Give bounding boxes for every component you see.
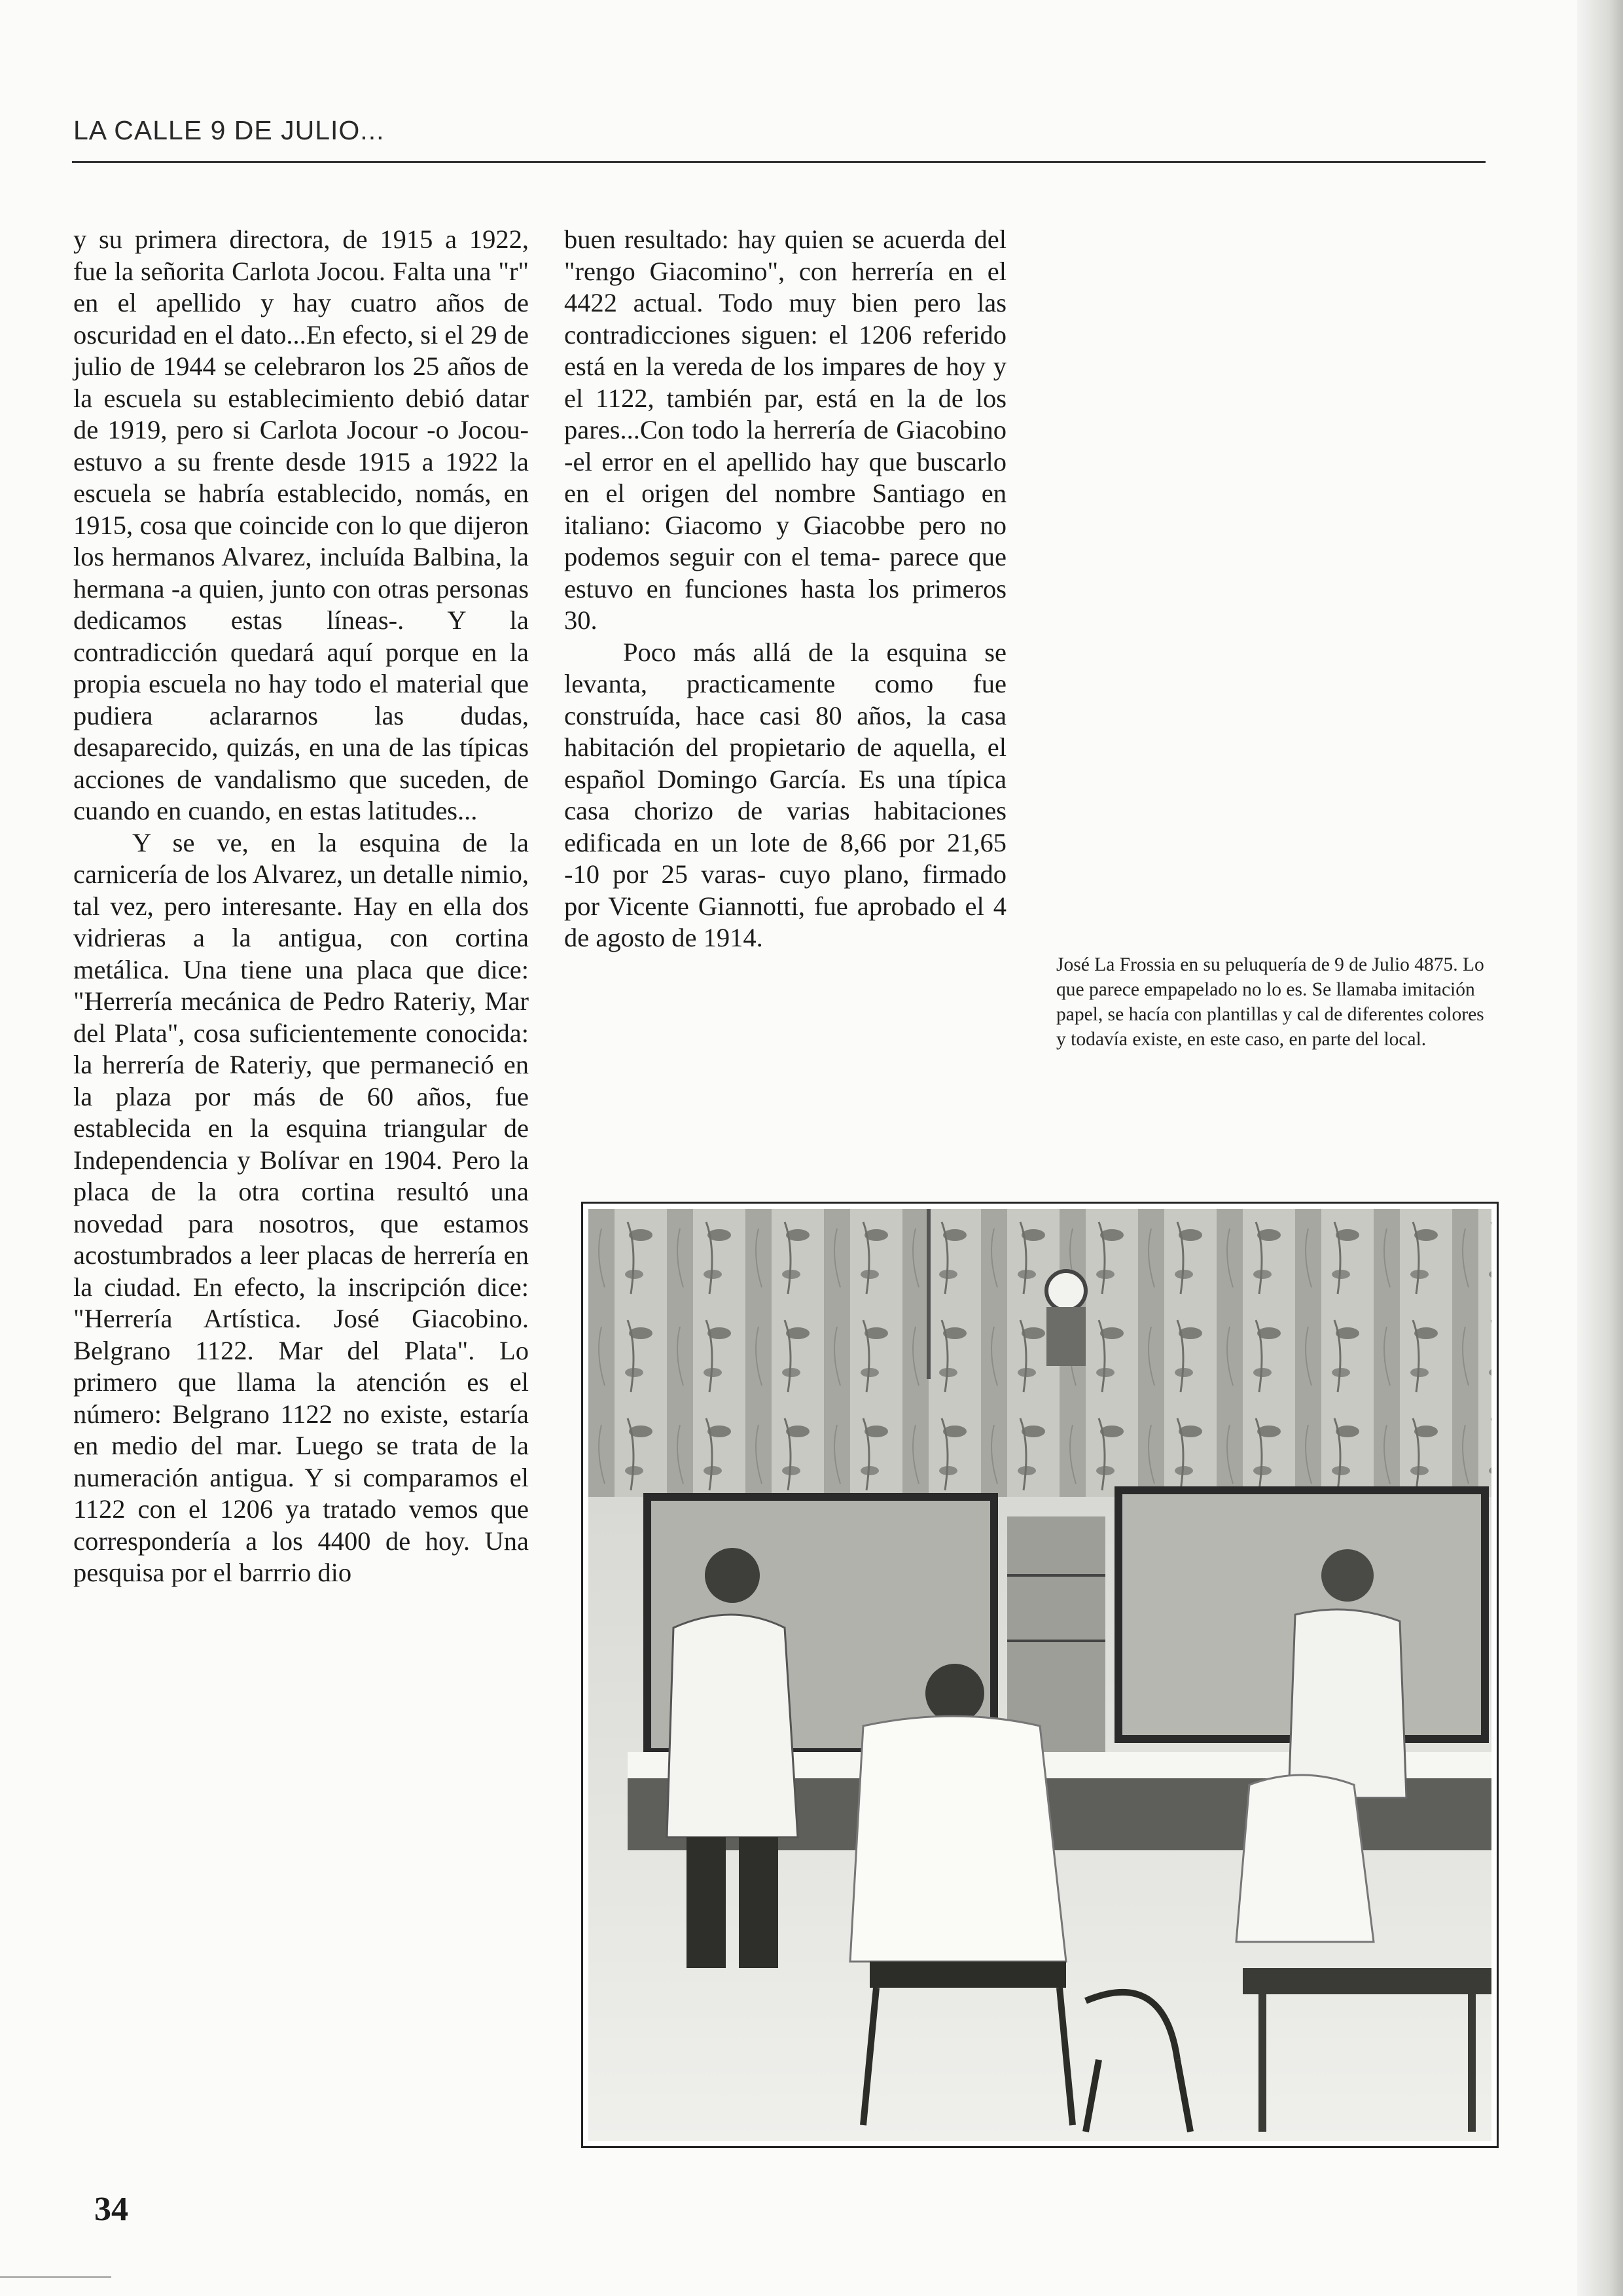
middle-paragraph-1: buen resultado: hay quien se acuerda del "rengo Giacomino", con herrería en el 4422 actual. Todo muy bien pero las contradicciones siguen: el 1206 referido está en la vereda de los impares de hoy y el 1122, también par, está en la de los pares...Con todo la herrería de Giacobino -el error en el apellido hay que buscarlo en el origen del nombre Santiago en italiano: Giacomo y Giacobbe pero no podemos seguir con el tema- parece que estuvo en funciones hasta los primeros 30. (564, 224, 1007, 635)
barbershop-photo-illustration (588, 1209, 1491, 2141)
page-number: 34 (94, 2191, 128, 2228)
left-paragraph-1: y su primera directora, de 1915 a 1922, fue la señorita Carlota Jocou. Falta una "r" en el apellido y hay cuatro años de oscuridad en el dato...En efecto, si el 29 de julio de 1944 se celebraron los 25 años de la escuela su establecimiento debió datar de 1919, pero si Carlota Jocour -o Jocou- estuvo a su frente desde 1915 a 1922 la escuela se habría establecido, nomás, en 1915, cosa que coincide con lo que dijeron los hermanos Alvarez, incluída Balbina, la hermana -a quien, junto con otras personas dedicamos estas líneas-. Y la contradicción quedará aquí porque en la propia escuela no hay todo el material que pudiera aclararnos las dudas, desaparecido, quizás, en una de las típicas acciones de vandalismo que suceden, de cuando en cuando, en estas latitudes... (73, 224, 529, 825)
running-header: LA CALLE 9 DE JULIO... (73, 115, 385, 145)
middle-column (564, 224, 1007, 954)
barbershop-photo (581, 1202, 1499, 2148)
left-paragraph-2: Y se ve, en la esquina de la carnicería de los Alvarez, un detalle nimio, tal vez, pero interesante. Hay en ella dos vidrieras a la antigua, con cortina metálica. Una tiene una placa que dice: "Herrería mecánica de Pedro Rateriy, Mar del Plata", cosa suficientemente conocida: la herrería de Rateriy, que permaneció en la plaza por más de 60 años, fue establecida en la esquina triangular de Independencia y Bolívar en 1904. Pero la placa de la otra cortina resultó una novedad para nosotros, que estamos acostumbrados a leer placas de herrería en la ciudad. En efecto, la inscripción dice: "Herrería Artística. José Giacobino. Belgrano 1122. Mar del Plata". Lo primero que llama la atención es el número: Belgrano 1122 no existe, estaría en medio del mar. Luego se trata de la numeración antigua. Y si comparamos el 1122 con el 1206 ya tratado vemos que correspondería a los 4400 de hoy. Una pesquisa por el barrrio dio (73, 827, 529, 1587)
photo-caption: José La Frossia en su peluquería de 9 de Julio 4875. Lo que parece empapelado no lo es. Se llamaba imitación papel, se hacía con plantillas y cal de diferentes colores y todavía existe, en este caso, en parte del local. (1056, 954, 1484, 1050)
left-column (73, 224, 529, 1589)
header-rule (72, 161, 1486, 163)
bottom-rule (0, 2276, 111, 2278)
page-edge-shadow (1577, 0, 1623, 2296)
middle-paragraph-2: Poco más allá de la esquina se levanta, practicamente como fue construída, hace casi 80 años, la casa habitación del propietario de aquella, el español Domingo García. Es una típica casa chorizo de varias habitaciones edificada en un lote de 8,66 por 21,65 -10 por 25 varas- cuyo plano, firmado por Vicente Giannotti, fue aprobado el 4 de agosto de 1914. (564, 637, 1007, 952)
